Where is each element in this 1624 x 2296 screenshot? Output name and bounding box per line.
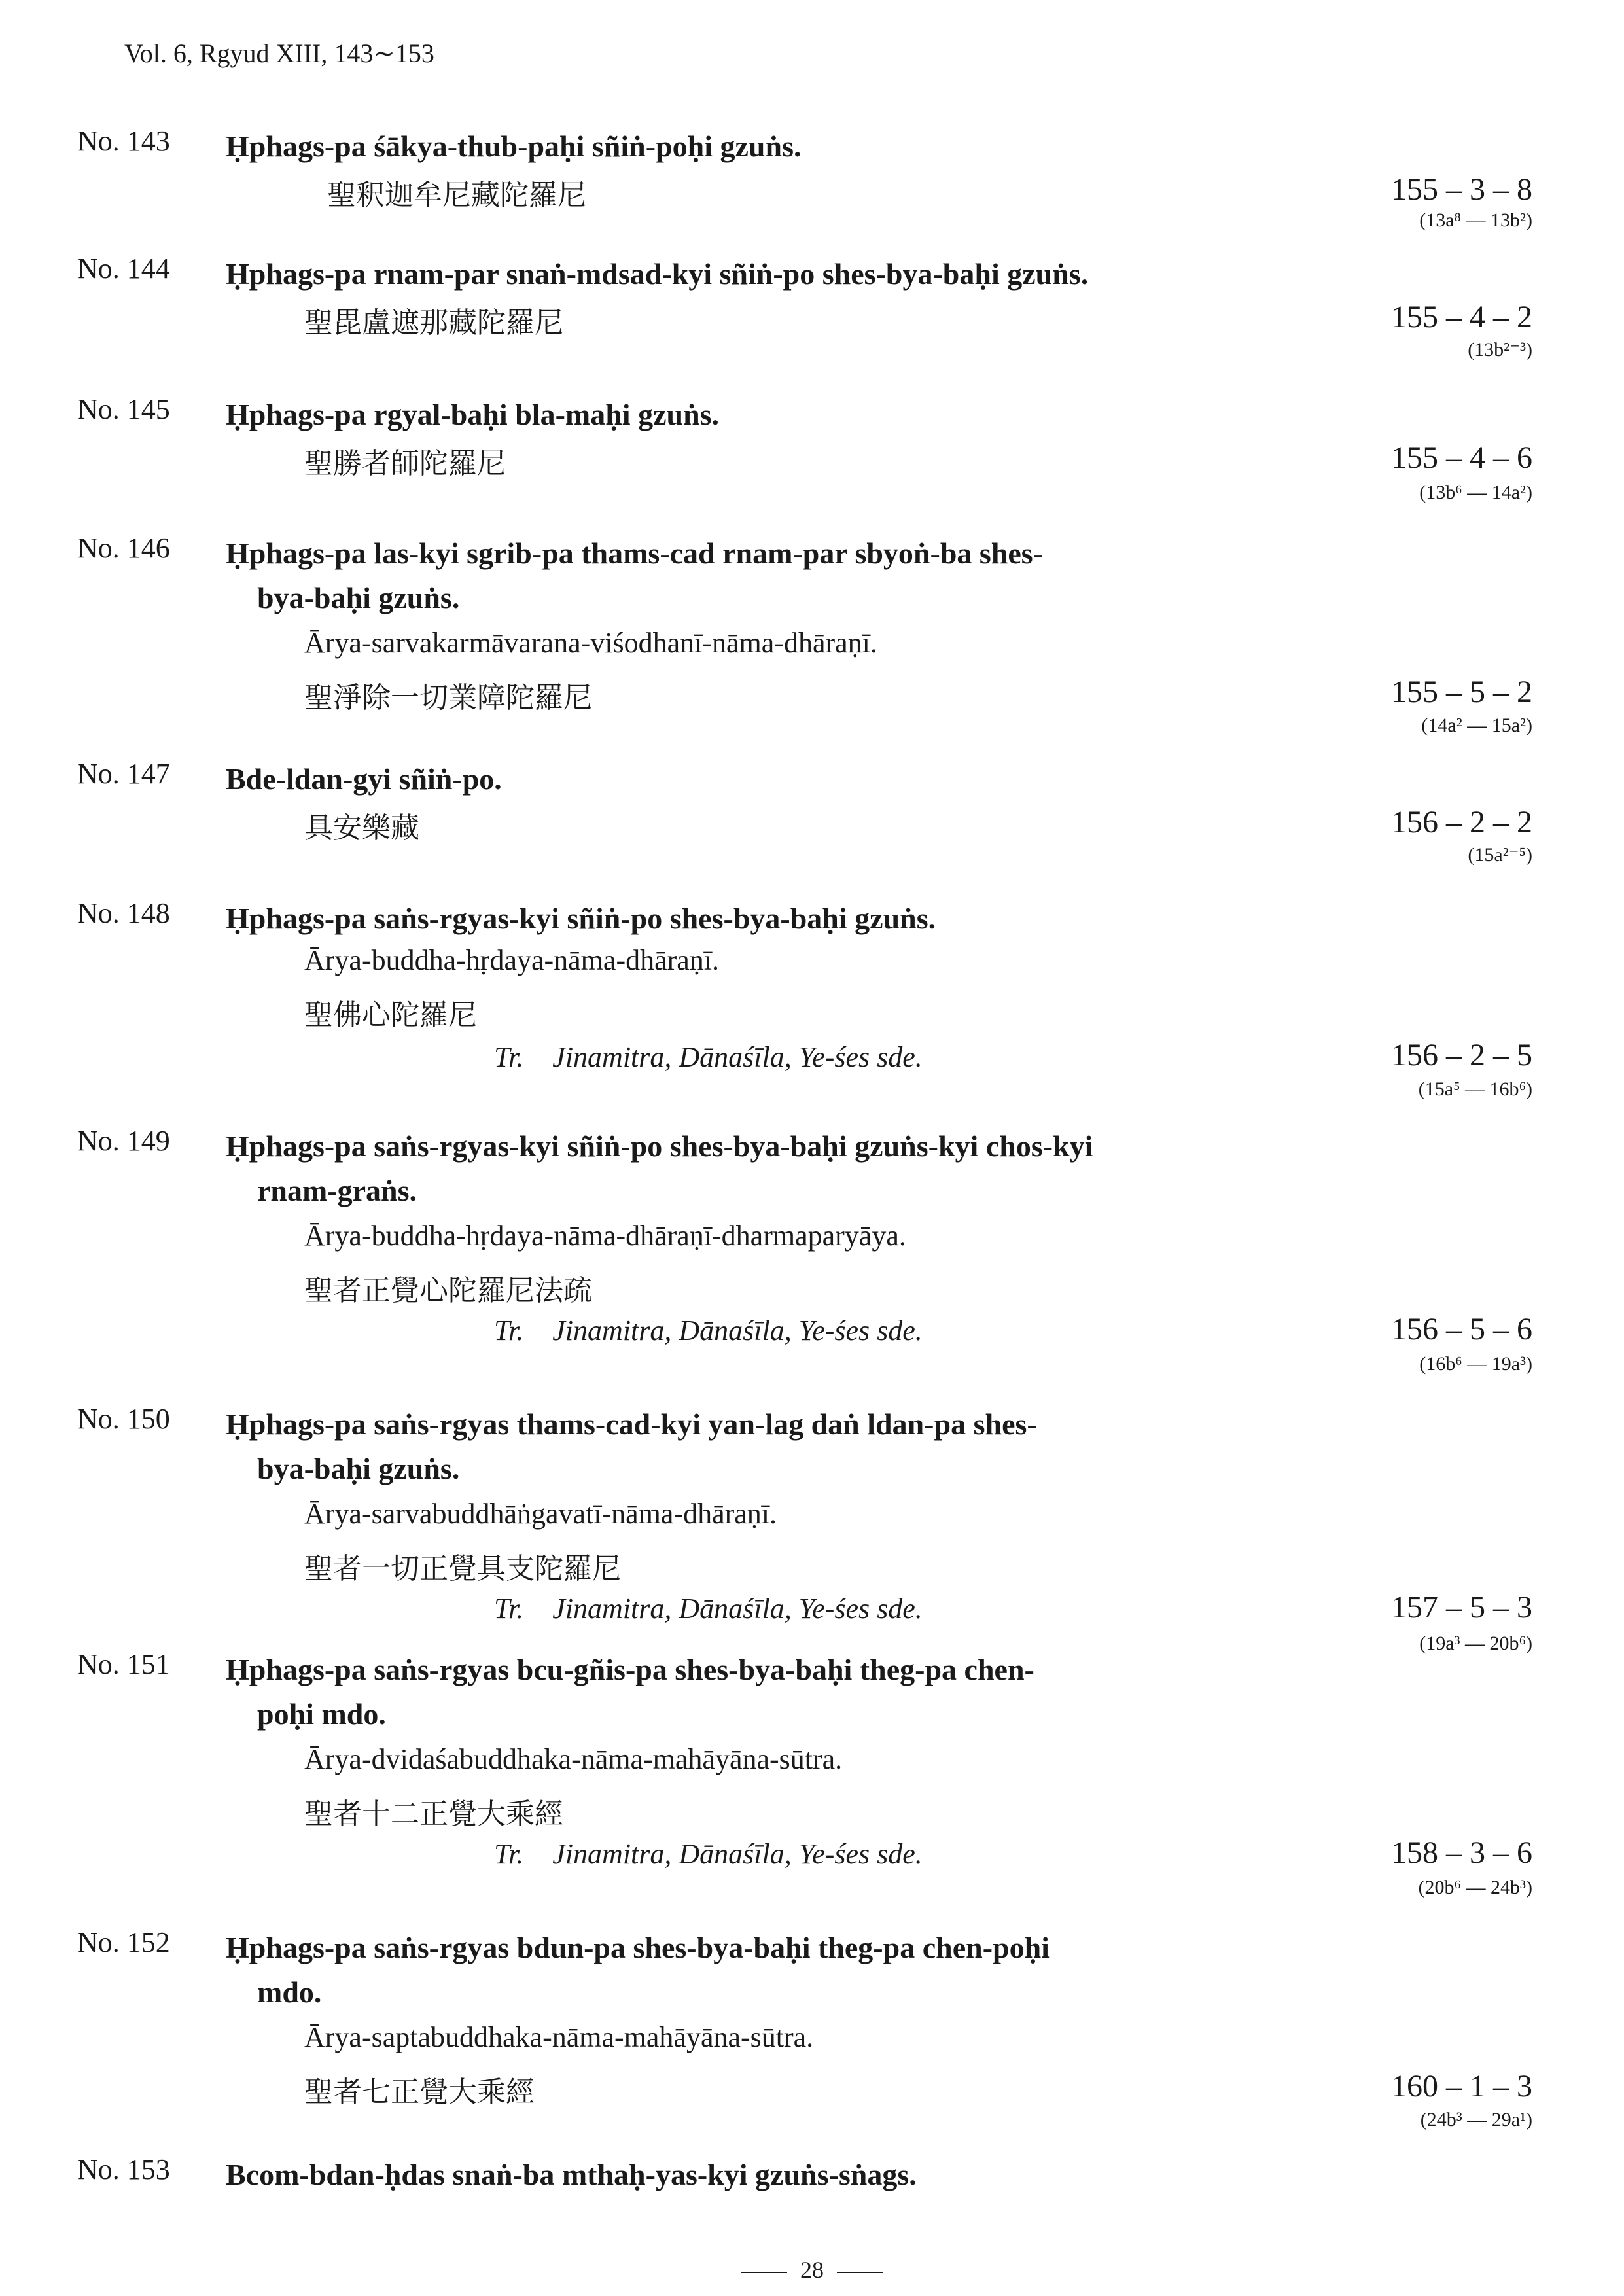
entry-location: 155 – 5 – 2: [1391, 675, 1532, 709]
entry-chinese-title: 聖毘盧遮那藏陀羅尼: [304, 306, 563, 340]
entry-sanskrit-title: Ārya-buddha-hṛdaya-nāma-dhāraṇī.: [304, 944, 720, 976]
entry-title-line-1: Ḥphags-pa rgyal-baḥi bla-maḥi gzuṅs.: [226, 398, 720, 431]
entry-chinese-title: 聖勝者師陀羅尼: [304, 447, 506, 480]
entry-title-line-1: Ḥphags-pa rnam-par snaṅ-mdsad-kyi sñiṅ-po shes-bya-baḥi gzuṅs.: [226, 257, 1089, 291]
entry-chinese-title: 聖釈迦牟尼藏陀羅尼: [327, 179, 586, 212]
entry-sanskrit-title: Ārya-sarvabuddhāṅgavatī-nāma-dhāraṇī.: [304, 1498, 777, 1530]
running-header: Vol. 6, Rgyud XIII, 143∼153: [124, 39, 434, 68]
entry-title: [226, 124, 1325, 169]
entry-translators: Tr. Jinamitra, Dānaśīla, Ye-śes sde.: [494, 1041, 923, 1073]
entry-title-line-2: mdo.: [257, 1975, 322, 2009]
entry-sanskrit-title: Ārya-saptabuddhaka-nāma-mahāyāna-sūtra.: [304, 2021, 814, 2053]
entry-title-line-1: Bcom-bdan-ḥdas snaṅ-ba mthaḥ-yas-kyi gzuṅs-sṅags.: [226, 2158, 917, 2191]
entry-title-line-1: Ḥphags-pa saṅs-rgyas bdun-pa shes-bya-baḥi theg-pa chen-poḥi: [226, 1931, 1050, 1964]
entry-translators: Tr. Jinamitra, Dānaśīla, Ye-śes sde.: [494, 1593, 923, 1625]
page-number-value: 28: [800, 2257, 824, 2283]
entry-folio-range: (24b³ — 29a¹): [1420, 2109, 1532, 2130]
entry-number: No. 152: [77, 1926, 170, 1958]
entry-chinese-title: 聖淨除一切業障陀羅尼: [304, 681, 592, 715]
entry-title: [226, 1402, 1325, 1491]
entry-folio-range: (13a⁸ — 13b²): [1419, 209, 1532, 231]
entry-folio-range: (20b⁶ — 24b³): [1418, 1877, 1532, 1898]
page-number: [0, 2256, 1624, 2284]
entry-folio-range: (14a² — 15a²): [1421, 715, 1532, 736]
entry-chinese-title: 聖者正覺心陀羅尼法疏: [304, 1274, 592, 1307]
entry-number: No. 151: [77, 1648, 170, 1680]
entry-folio-range: (15a⁵ — 16b⁶): [1418, 1078, 1532, 1100]
entry-title: [226, 393, 1325, 437]
entry-translators: Tr. Jinamitra, Dānaśīla, Ye-śes sde.: [494, 1315, 923, 1347]
entry-location: 155 – 4 – 6: [1391, 440, 1532, 475]
entry-title-line-1: Ḥphags-pa saṅs-rgyas thams-cad-kyi yan-lag daṅ ldan-pa shes-: [226, 1407, 1037, 1441]
entry-chinese-title: 聖佛心陀羅尼: [304, 998, 477, 1032]
entry-location: 156 – 5 – 6: [1391, 1312, 1532, 1347]
entry-chinese-title: 聖者一切正覺具支陀羅尼: [304, 1552, 621, 1585]
entry-location: 156 – 2 – 5: [1391, 1038, 1532, 1072]
entry-folio-range: (15a²⁻⁵): [1468, 844, 1532, 866]
entry-title-line-1: Bde-ldan-gyi sñiṅ-po.: [226, 762, 502, 796]
entry-folio-range: (16b⁶ — 19a³): [1419, 1353, 1532, 1375]
entry-location: 155 – 4 – 2: [1391, 300, 1532, 334]
entry-number: No. 146: [77, 532, 170, 564]
entry-title-line-1: Ḥphags-pa las-kyi sgrib-pa thams-cad rnam-par sbyoṅ-ba shes-: [226, 537, 1044, 570]
entry-title-line-1: Ḥphags-pa śākya-thub-paḥi sñiṅ-poḥi gzuṅs.: [226, 130, 802, 163]
entry-title: [226, 1926, 1325, 2015]
entry-title-line-2: poḥi mdo.: [257, 1697, 386, 1731]
entry-title-line-1: Ḥphags-pa saṅs-rgyas-kyi sñiṅ-po shes-bya-baḥi gzuṅs.: [226, 902, 936, 935]
entry-number: No. 150: [77, 1403, 170, 1435]
entry-folio-range: (13b⁶ — 14a²): [1419, 482, 1532, 503]
entry-chinese-title: 聖者十二正覺大乘經: [304, 1797, 563, 1831]
entry-sanskrit-title: Ārya-sarvakarmāvarana-viśodhanī-nāma-dhāraṇī.: [304, 627, 877, 659]
page-number-right-rule: [837, 2272, 883, 2273]
entry-folio-range: (19a³ — 20b⁶): [1419, 1633, 1532, 1654]
entry-number: No. 143: [77, 125, 170, 157]
entry-title-line-2: rnam-graṅs.: [257, 1174, 417, 1207]
entry-folio-range: (13b²⁻³): [1468, 339, 1532, 361]
entry-title: [226, 757, 1325, 802]
entry-title: [226, 896, 1325, 941]
entry-title-line-2: bya-baḥi gzuṅs.: [257, 1452, 460, 1485]
entry-number: No. 147: [77, 758, 170, 790]
entry-number: No. 145: [77, 393, 170, 425]
entry-title-line-1: Ḥphags-pa saṅs-rgyas bcu-gñis-pa shes-bya-baḥi theg-pa chen-: [226, 1653, 1034, 1686]
entry-location: 155 – 3 – 8: [1391, 172, 1532, 207]
entry-number: No. 148: [77, 897, 170, 929]
entry-title-line-2: bya-baḥi gzuṅs.: [257, 581, 460, 614]
entry-location: 156 – 2 – 2: [1391, 805, 1532, 839]
entry-location: 158 – 3 – 6: [1391, 1835, 1532, 1870]
page-number-left-rule: [741, 2272, 787, 2273]
entry-title-line-1: Ḥphags-pa saṅs-rgyas-kyi sñiṅ-po shes-bya-baḥi gzuṅs-kyi chos-kyi: [226, 1129, 1093, 1163]
entry-sanskrit-title: Ārya-dvidaśabuddhaka-nāma-mahāyāna-sūtra.: [304, 1743, 843, 1775]
entry-title: [226, 252, 1325, 296]
entry-chinese-title: 聖者七正覺大乘經: [304, 2075, 535, 2109]
entry-number: No. 149: [77, 1125, 170, 1157]
entry-number: No. 144: [77, 253, 170, 285]
entry-location: 160 – 1 – 3: [1391, 2069, 1532, 2104]
entry-title: [226, 1648, 1325, 1737]
entry-title: [226, 531, 1325, 620]
entry-number: No. 153: [77, 2153, 170, 2185]
entry-location: 157 – 5 – 3: [1391, 1590, 1532, 1625]
entry-chinese-title: 具安樂藏: [304, 811, 419, 845]
entry-translators: Tr. Jinamitra, Dānaśīla, Ye-śes sde.: [494, 1838, 923, 1870]
entry-title: [226, 1124, 1325, 1213]
entry-title: [226, 2153, 1325, 2197]
entry-sanskrit-title: Ārya-buddha-hṛdaya-nāma-dhāraṇī-dharmaparyāya.: [304, 1220, 906, 1252]
